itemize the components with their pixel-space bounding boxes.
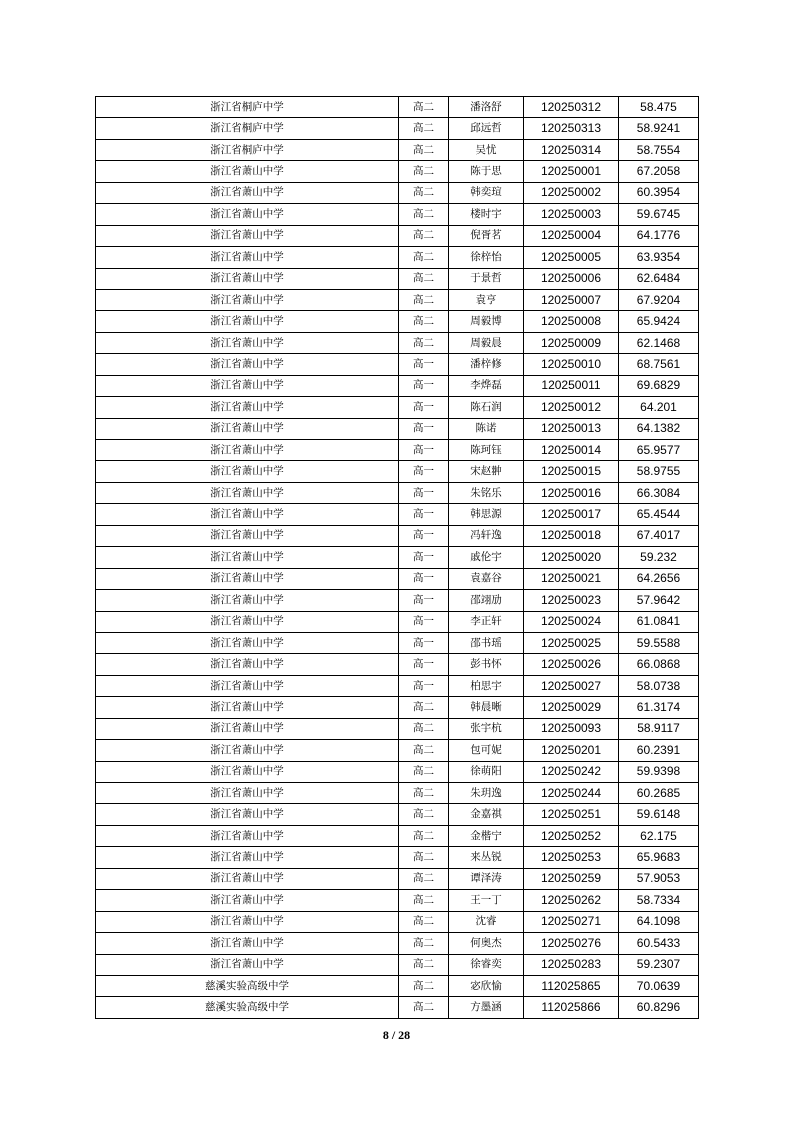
school-cell: 浙江省桐庐中学 xyxy=(96,139,399,160)
table-row xyxy=(96,911,699,932)
table-row xyxy=(96,182,699,203)
student-name-cell: 宋赵翀 xyxy=(449,461,524,482)
student-name-cell: 王一丁 xyxy=(449,890,524,911)
school-cell: 浙江省萧山中学 xyxy=(96,461,399,482)
school-cell: 浙江省萧山中学 xyxy=(96,911,399,932)
school-cell: 浙江省萧山中学 xyxy=(96,568,399,589)
school-cell: 浙江省萧山中学 xyxy=(96,804,399,825)
table-row xyxy=(96,525,699,546)
score-cell: 58.475 xyxy=(619,97,699,118)
table-row xyxy=(96,418,699,439)
student-name-cell: 吴忧 xyxy=(449,139,524,160)
school-cell: 浙江省桐庐中学 xyxy=(96,118,399,139)
student-id-cell: 120250262 xyxy=(524,890,619,911)
student-id-cell: 120250252 xyxy=(524,825,619,846)
student-name-cell: 张宇杭 xyxy=(449,718,524,739)
table-row xyxy=(96,397,699,418)
student-id-cell: 120250014 xyxy=(524,440,619,461)
score-cell: 59.232 xyxy=(619,547,699,568)
student-id-cell: 120250017 xyxy=(524,504,619,525)
score-cell: 60.2685 xyxy=(619,783,699,804)
student-id-cell: 120250016 xyxy=(524,482,619,503)
grade-cell: 高一 xyxy=(399,482,449,503)
student-id-cell: 120250006 xyxy=(524,268,619,289)
student-id-cell: 120250015 xyxy=(524,461,619,482)
student-id-cell: 120250027 xyxy=(524,675,619,696)
student-id-cell: 120250023 xyxy=(524,590,619,611)
student-id-cell: 120250259 xyxy=(524,868,619,889)
school-cell: 浙江省萧山中学 xyxy=(96,311,399,332)
student-id-cell: 120250251 xyxy=(524,804,619,825)
student-name-cell: 宓欣愉 xyxy=(449,975,524,996)
score-cell: 62.6484 xyxy=(619,268,699,289)
score-cell: 70.0639 xyxy=(619,975,699,996)
table-row xyxy=(96,289,699,310)
student-id-cell: 120250011 xyxy=(524,375,619,396)
student-name-cell: 韩思源 xyxy=(449,504,524,525)
score-cell: 60.2391 xyxy=(619,740,699,761)
grade-cell: 高二 xyxy=(399,954,449,975)
school-cell: 浙江省萧山中学 xyxy=(96,504,399,525)
student-name-cell: 金楷宁 xyxy=(449,825,524,846)
school-cell: 浙江省萧山中学 xyxy=(96,525,399,546)
table-row xyxy=(96,697,699,718)
table-row xyxy=(96,654,699,675)
table-row xyxy=(96,975,699,996)
table-row xyxy=(96,311,699,332)
school-cell: 浙江省萧山中学 xyxy=(96,718,399,739)
grade-cell: 高一 xyxy=(399,525,449,546)
grade-cell: 高二 xyxy=(399,933,449,954)
table-row xyxy=(96,933,699,954)
student-id-cell: 120250024 xyxy=(524,611,619,632)
grade-cell: 高二 xyxy=(399,161,449,182)
score-cell: 67.4017 xyxy=(619,525,699,546)
grade-cell: 高一 xyxy=(399,632,449,653)
student-id-cell: 120250018 xyxy=(524,525,619,546)
student-id-cell: 120250013 xyxy=(524,418,619,439)
score-cell: 61.0841 xyxy=(619,611,699,632)
table-row xyxy=(96,247,699,268)
score-cell: 58.9241 xyxy=(619,118,699,139)
student-name-cell: 韩晨晰 xyxy=(449,697,524,718)
score-cell: 59.6148 xyxy=(619,804,699,825)
school-cell: 浙江省萧山中学 xyxy=(96,590,399,611)
student-name-cell: 楼时宇 xyxy=(449,204,524,225)
student-id-cell: 120250004 xyxy=(524,225,619,246)
school-cell: 浙江省萧山中学 xyxy=(96,332,399,353)
school-cell: 浙江省萧山中学 xyxy=(96,482,399,503)
student-id-cell: 120250314 xyxy=(524,139,619,160)
school-cell: 浙江省萧山中学 xyxy=(96,954,399,975)
table-row xyxy=(96,997,699,1018)
grade-cell: 高二 xyxy=(399,783,449,804)
table-row xyxy=(96,504,699,525)
grade-cell: 高二 xyxy=(399,268,449,289)
student-name-cell: 李正轩 xyxy=(449,611,524,632)
student-name-cell: 陈诺 xyxy=(449,418,524,439)
table-row xyxy=(96,332,699,353)
school-cell: 慈溪实验高级中学 xyxy=(96,975,399,996)
grade-cell: 高一 xyxy=(399,397,449,418)
student-name-cell: 邵书瑶 xyxy=(449,632,524,653)
student-name-cell: 徐萌阳 xyxy=(449,761,524,782)
table-row xyxy=(96,740,699,761)
school-cell: 浙江省萧山中学 xyxy=(96,933,399,954)
grade-cell: 高二 xyxy=(399,890,449,911)
table-row xyxy=(96,804,699,825)
student-name-cell: 邱远哲 xyxy=(449,118,524,139)
score-cell: 67.2058 xyxy=(619,161,699,182)
student-name-cell: 倪胥茗 xyxy=(449,225,524,246)
student-id-cell: 120250021 xyxy=(524,568,619,589)
table-row xyxy=(96,783,699,804)
student-name-cell: 陈珂钰 xyxy=(449,440,524,461)
student-id-cell: 120250020 xyxy=(524,547,619,568)
student-id-cell: 120250312 xyxy=(524,97,619,118)
school-cell: 浙江省萧山中学 xyxy=(96,225,399,246)
school-cell: 浙江省萧山中学 xyxy=(96,375,399,396)
school-cell: 浙江省萧山中学 xyxy=(96,675,399,696)
student-name-cell: 徐梓怡 xyxy=(449,247,524,268)
student-name-cell: 徐睿奕 xyxy=(449,954,524,975)
table-row xyxy=(96,590,699,611)
student-name-cell: 彭书怀 xyxy=(449,654,524,675)
score-cell: 58.9755 xyxy=(619,461,699,482)
student-id-cell: 120250001 xyxy=(524,161,619,182)
grade-cell: 高一 xyxy=(399,375,449,396)
student-id-cell: 112025866 xyxy=(524,997,619,1018)
school-cell: 浙江省萧山中学 xyxy=(96,354,399,375)
student-id-cell: 120250002 xyxy=(524,182,619,203)
student-id-cell: 120250244 xyxy=(524,783,619,804)
table-row xyxy=(96,611,699,632)
grade-cell: 高一 xyxy=(399,611,449,632)
grade-cell: 高二 xyxy=(399,118,449,139)
school-cell: 浙江省萧山中学 xyxy=(96,890,399,911)
student-id-cell: 120250271 xyxy=(524,911,619,932)
score-cell: 64.1776 xyxy=(619,225,699,246)
table-row xyxy=(96,440,699,461)
student-id-cell: 120250276 xyxy=(524,933,619,954)
school-cell: 浙江省萧山中学 xyxy=(96,868,399,889)
table-row xyxy=(96,97,699,118)
score-cell: 65.9683 xyxy=(619,847,699,868)
table-row xyxy=(96,482,699,503)
table-row xyxy=(96,954,699,975)
student-id-cell: 120250012 xyxy=(524,397,619,418)
grade-cell: 高一 xyxy=(399,675,449,696)
grade-cell: 高二 xyxy=(399,225,449,246)
table-row xyxy=(96,825,699,846)
score-cell: 61.3174 xyxy=(619,697,699,718)
student-name-cell: 方墨涵 xyxy=(449,997,524,1018)
score-cell: 64.1382 xyxy=(619,418,699,439)
school-cell: 浙江省萧山中学 xyxy=(96,268,399,289)
table-row xyxy=(96,847,699,868)
student-name-cell: 谭泽涛 xyxy=(449,868,524,889)
student-name-cell: 冯轩逸 xyxy=(449,525,524,546)
student-id-cell: 120250029 xyxy=(524,697,619,718)
school-cell: 浙江省萧山中学 xyxy=(96,182,399,203)
grade-cell: 高一 xyxy=(399,547,449,568)
score-cell: 69.6829 xyxy=(619,375,699,396)
score-cell: 62.175 xyxy=(619,825,699,846)
student-name-cell: 何奥杰 xyxy=(449,933,524,954)
table-row xyxy=(96,675,699,696)
school-cell: 浙江省萧山中学 xyxy=(96,547,399,568)
grade-cell: 高二 xyxy=(399,911,449,932)
grade-cell: 高一 xyxy=(399,590,449,611)
grade-cell: 高二 xyxy=(399,332,449,353)
student-name-cell: 朱玥逸 xyxy=(449,783,524,804)
student-id-cell: 120250010 xyxy=(524,354,619,375)
student-name-cell: 戚伦宇 xyxy=(449,547,524,568)
student-name-cell: 金嘉祺 xyxy=(449,804,524,825)
grade-cell: 高二 xyxy=(399,847,449,868)
grade-cell: 高一 xyxy=(399,654,449,675)
school-cell: 浙江省萧山中学 xyxy=(96,247,399,268)
student-id-cell: 120250313 xyxy=(524,118,619,139)
score-cell: 60.3954 xyxy=(619,182,699,203)
school-cell: 浙江省萧山中学 xyxy=(96,397,399,418)
score-cell: 62.1468 xyxy=(619,332,699,353)
grade-cell: 高一 xyxy=(399,461,449,482)
table-row xyxy=(96,718,699,739)
table-row xyxy=(96,375,699,396)
student-id-cell: 120250242 xyxy=(524,761,619,782)
student-id-cell: 120250009 xyxy=(524,332,619,353)
score-cell: 58.7334 xyxy=(619,890,699,911)
table-row xyxy=(96,225,699,246)
table-row xyxy=(96,204,699,225)
table-row xyxy=(96,761,699,782)
grade-cell: 高二 xyxy=(399,204,449,225)
school-cell: 浙江省萧山中学 xyxy=(96,632,399,653)
school-cell: 浙江省萧山中学 xyxy=(96,847,399,868)
school-cell: 浙江省萧山中学 xyxy=(96,289,399,310)
grade-cell: 高一 xyxy=(399,440,449,461)
student-id-cell: 120250093 xyxy=(524,718,619,739)
student-name-cell: 潘洛舒 xyxy=(449,97,524,118)
student-name-cell: 袁嘉谷 xyxy=(449,568,524,589)
student-name-cell: 潘梓修 xyxy=(449,354,524,375)
student-name-cell: 陈石润 xyxy=(449,397,524,418)
school-cell: 慈溪实验高级中学 xyxy=(96,997,399,1018)
grade-cell: 高二 xyxy=(399,718,449,739)
school-cell: 浙江省萧山中学 xyxy=(96,418,399,439)
score-cell: 65.9577 xyxy=(619,440,699,461)
student-id-cell: 120250201 xyxy=(524,740,619,761)
score-cell: 60.8296 xyxy=(619,997,699,1018)
school-cell: 浙江省萧山中学 xyxy=(96,825,399,846)
table-row xyxy=(96,118,699,139)
table-row xyxy=(96,161,699,182)
table-row xyxy=(96,547,699,568)
score-cell: 58.7554 xyxy=(619,139,699,160)
student-name-cell: 邵翊劢 xyxy=(449,590,524,611)
grade-cell: 高二 xyxy=(399,761,449,782)
student-name-cell: 袁亨 xyxy=(449,289,524,310)
student-id-cell: 120250026 xyxy=(524,654,619,675)
school-cell: 浙江省萧山中学 xyxy=(96,440,399,461)
grade-cell: 高二 xyxy=(399,97,449,118)
student-name-cell: 朱铭乐 xyxy=(449,482,524,503)
student-id-cell: 120250283 xyxy=(524,954,619,975)
school-cell: 浙江省萧山中学 xyxy=(96,761,399,782)
grade-cell: 高一 xyxy=(399,504,449,525)
score-cell: 64.201 xyxy=(619,397,699,418)
student-id-cell: 120250025 xyxy=(524,632,619,653)
grade-cell: 高一 xyxy=(399,354,449,375)
student-name-cell: 韩奕瑄 xyxy=(449,182,524,203)
score-cell: 63.9354 xyxy=(619,247,699,268)
score-cell: 60.5433 xyxy=(619,933,699,954)
student-name-cell: 柏思宇 xyxy=(449,675,524,696)
score-cell: 65.4544 xyxy=(619,504,699,525)
grade-cell: 高二 xyxy=(399,868,449,889)
student-name-cell: 周毅博 xyxy=(449,311,524,332)
student-id-cell: 120250253 xyxy=(524,847,619,868)
grade-cell: 高二 xyxy=(399,740,449,761)
grade-cell: 高二 xyxy=(399,804,449,825)
score-cell: 67.9204 xyxy=(619,289,699,310)
grade-cell: 高一 xyxy=(399,568,449,589)
school-cell: 浙江省萧山中学 xyxy=(96,697,399,718)
score-cell: 59.5588 xyxy=(619,632,699,653)
student-id-cell: 120250005 xyxy=(524,247,619,268)
page-number: 8 / 28 xyxy=(382,1028,411,1042)
school-cell: 浙江省萧山中学 xyxy=(96,654,399,675)
score-cell: 58.9117 xyxy=(619,718,699,739)
grade-cell: 高一 xyxy=(399,418,449,439)
grade-cell: 高二 xyxy=(399,182,449,203)
student-name-cell: 李烨磊 xyxy=(449,375,524,396)
student-id-cell: 120250003 xyxy=(524,204,619,225)
grade-cell: 高二 xyxy=(399,289,449,310)
student-id-cell: 112025865 xyxy=(524,975,619,996)
score-cell: 65.9424 xyxy=(619,311,699,332)
table-row xyxy=(96,354,699,375)
school-cell: 浙江省萧山中学 xyxy=(96,611,399,632)
score-cell: 66.3084 xyxy=(619,482,699,503)
student-name-cell: 来丛锐 xyxy=(449,847,524,868)
table-row xyxy=(96,461,699,482)
grade-cell: 高二 xyxy=(399,139,449,160)
grade-cell: 高二 xyxy=(399,247,449,268)
table-row xyxy=(96,890,699,911)
score-cell: 59.9398 xyxy=(619,761,699,782)
student-id-cell: 120250007 xyxy=(524,289,619,310)
school-cell: 浙江省萧山中学 xyxy=(96,783,399,804)
results-table xyxy=(95,96,699,1019)
table-row xyxy=(96,568,699,589)
table-row xyxy=(96,139,699,160)
grade-cell: 高二 xyxy=(399,997,449,1018)
school-cell: 浙江省萧山中学 xyxy=(96,161,399,182)
score-cell: 59.6745 xyxy=(619,204,699,225)
table-row xyxy=(96,868,699,889)
student-name-cell: 于景哲 xyxy=(449,268,524,289)
student-name-cell: 包可妮 xyxy=(449,740,524,761)
score-cell: 58.0738 xyxy=(619,675,699,696)
grade-cell: 高二 xyxy=(399,975,449,996)
score-cell: 68.7561 xyxy=(619,354,699,375)
grade-cell: 高二 xyxy=(399,697,449,718)
student-name-cell: 沈睿 xyxy=(449,911,524,932)
school-cell: 浙江省萧山中学 xyxy=(96,204,399,225)
score-cell: 57.9642 xyxy=(619,590,699,611)
school-cell: 浙江省桐庐中学 xyxy=(96,97,399,118)
score-cell: 64.1098 xyxy=(619,911,699,932)
score-cell: 66.0868 xyxy=(619,654,699,675)
table-row xyxy=(96,268,699,289)
grade-cell: 高二 xyxy=(399,825,449,846)
grade-cell: 高二 xyxy=(399,311,449,332)
school-cell: 浙江省萧山中学 xyxy=(96,740,399,761)
student-name-cell: 周毅晨 xyxy=(449,332,524,353)
score-cell: 57.9053 xyxy=(619,868,699,889)
student-name-cell: 陈于思 xyxy=(449,161,524,182)
results-table-body xyxy=(96,97,699,1019)
table-row xyxy=(96,632,699,653)
score-cell: 59.2307 xyxy=(619,954,699,975)
student-id-cell: 120250008 xyxy=(524,311,619,332)
score-cell: 64.2656 xyxy=(619,568,699,589)
